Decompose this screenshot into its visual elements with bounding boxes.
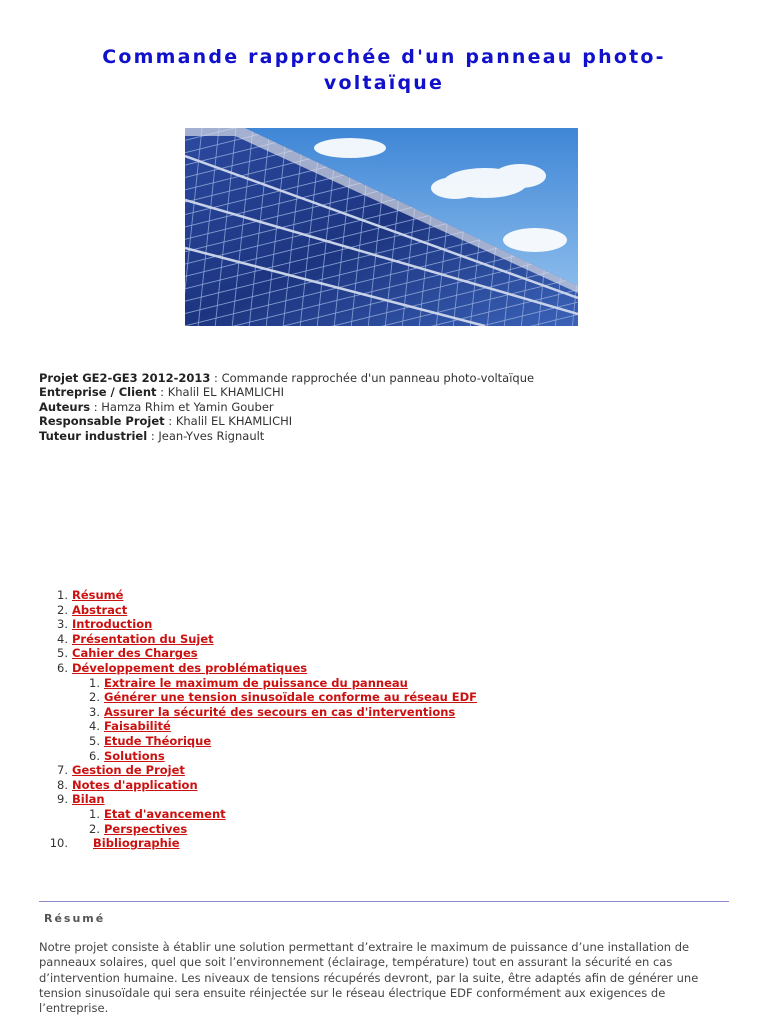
toc-link-faisabilite[interactable]: Faisabilité [104,719,171,734]
page-title: Commande rapprochée d'un panneau photo-voltaïque [102,46,666,94]
toc-item-securite: 3. Assurer la sécurité des secours en cas d'interventions [89,704,456,719]
toc-link-developpement[interactable]: Développement des problématiques [72,660,308,675]
info-row-client: Entreprise / Client : Khalil EL KHAMLICHI [39,385,284,400]
toc-link-abstract[interactable]: Abstract [72,602,128,617]
table-of-contents [40,588,477,851]
section-divider [39,901,729,902]
info-row-manager: Responsable Projet : Khalil EL KHAMLICHI [39,414,293,429]
section-body-resume: Notre projet consiste à établir une solution permettant d’extraire le maximum de puissance d’une installation de panneaux solaires, quel que soit l’environnement (éclairage, température) tout en assurant la sécurité en cas d’intervention humaine. Les niveaux de tensions récupérés devront, par la suite, être adaptés afin de générer une tension sinusoïdale qui sera ensuite réinjectée sur le réseau électrique EDF conformément aux exigences de l’entreprise. [39,940,699,1016]
toc-link-perspectives[interactable]: Perspectives [104,821,188,836]
toc-link-introduction[interactable]: Introduction [72,617,153,632]
toc-item-etude: 5. Etude Théorique [89,733,212,748]
toc-item-bilan: 9. Bilan [57,792,105,807]
toc-link-cahier[interactable]: Cahier des Charges [72,646,198,661]
solar-panel-icon [185,128,578,326]
section-heading-resume: Résumé [44,912,106,925]
toc-link-etude[interactable]: Etude Théorique [104,733,212,748]
toc-item-introduction: 3. Introduction [57,617,153,632]
toc-item-generer: 2. Générer une tension sinusoïdale conforme au réseau EDF [89,690,478,705]
toc-item-gestion: 7. Gestion de Projet [57,763,185,778]
toc-link-securite[interactable]: Assurer la sécurité des secours en cas d'interventions [104,704,456,719]
toc-item-cahier: 5. Cahier des Charges [57,646,198,661]
toc-link-gestion[interactable]: Gestion de Projet [72,763,185,778]
toc-link-notes[interactable]: Notes d'application [72,777,198,792]
toc-item-notes: 8. Notes d'application [57,777,198,792]
info-row-project: Projet GE2-GE3 2012-2013 : Commande rapprochée d'un panneau photo-voltaïque [39,371,535,385]
info-row-authors: Auteurs : Hamza Rhim et Yamin Gouber [39,399,274,414]
toc-item-abstract: 2. Abstract [57,602,128,617]
toc-link-bibliographie[interactable]: Bibliographie [93,836,180,851]
toc-link-presentation[interactable]: Présentation du Sujet [72,631,214,646]
toc-item-developpement: 6. Développement des problématiques [57,660,308,675]
toc-link-resume[interactable]: Résumé [72,588,124,602]
toc-item-perspectives: 2. Perspectives [89,821,188,836]
toc-item-solutions: 6. Solutions [89,748,165,763]
toc-item-resume: 1. Résumé [57,588,124,602]
toc-item-presentation: 4. Présentation du Sujet [57,631,214,646]
project-info [39,371,534,443]
toc-link-extraire[interactable]: Extraire le maximum de puissance du panneau [104,675,408,690]
toc-link-etat[interactable]: Etat d'avancement [104,806,226,821]
toc-link-solutions[interactable]: Solutions [104,748,165,763]
toc-item-extraire: 1. Extraire le maximum de puissance du panneau [89,675,408,690]
toc-item-bibliographie: 10. Bibliographie [49,836,180,851]
solar-panel-image [185,128,578,326]
toc-link-bilan[interactable]: Bilan [72,792,105,807]
toc-item-faisabilite: 4. Faisabilité [89,719,171,734]
info-row-tutor: Tuteur industriel : Jean-Yves Rignault [39,428,265,443]
toc-item-etat: 1. Etat d'avancement [89,806,226,821]
toc-link-generer[interactable]: Générer une tension sinusoïdale conforme au réseau EDF [104,690,478,705]
